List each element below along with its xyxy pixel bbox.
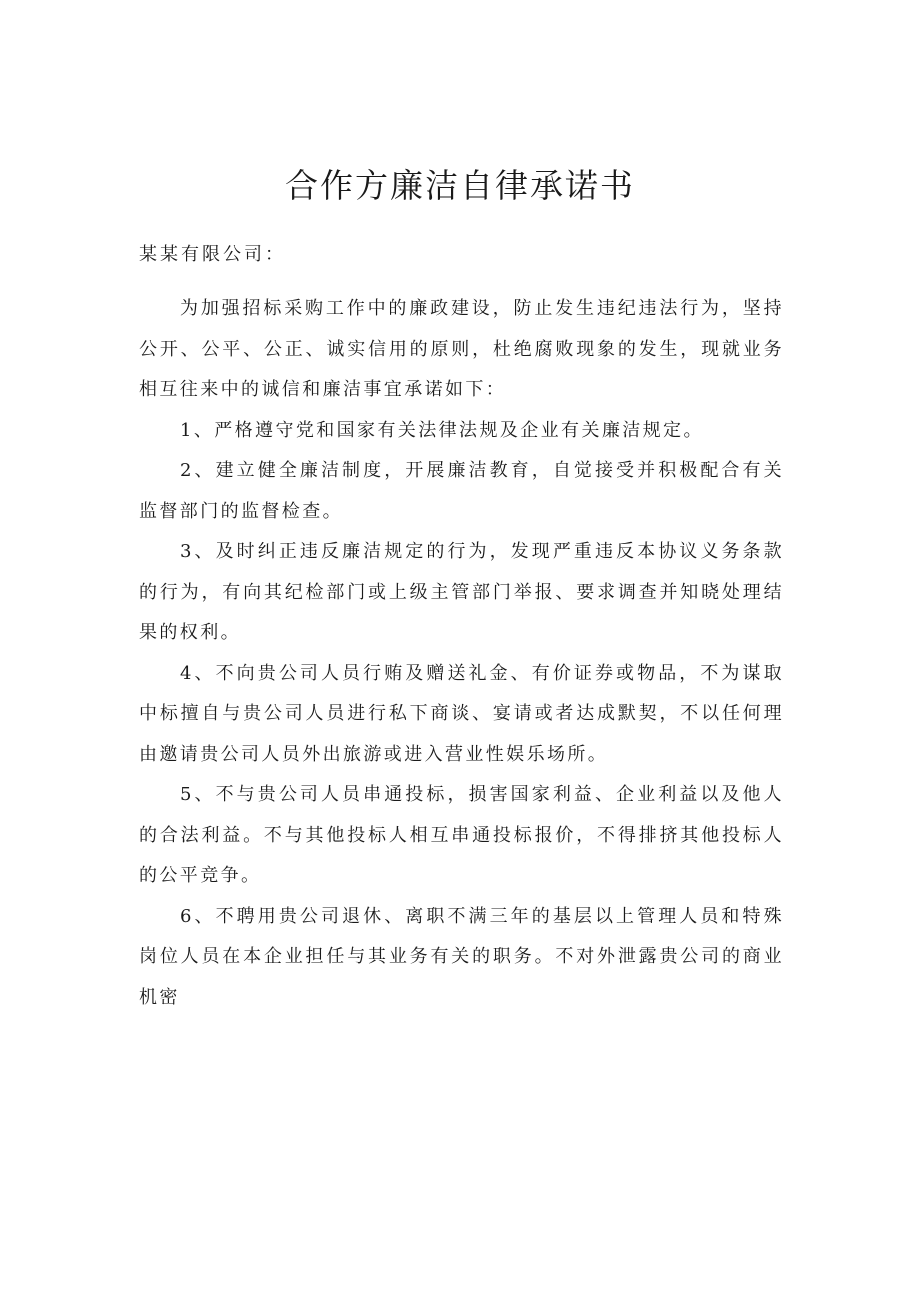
document-title: 合作方廉洁自律承诺书 [285, 166, 635, 206]
paragraph-item-3: 3、及时纠正违反廉洁规定的行为，发现严重违反本协议义务条款的行为，有向其纪检部门或上级主管部门举报、要求调查并知晓处理结果的权利。 [139, 541, 784, 643]
salutation: 某某有限公司： [139, 244, 286, 265]
paragraph-item-2: 2、建立健全廉洁制度，开展廉洁教育，自觉接受并积极配合有关监督部门的监督检查。 [139, 460, 784, 522]
paragraph-item-1: 1、严格遵守党和国家有关法律法规及企业有关廉洁规定。 [180, 419, 704, 441]
paragraph-item-4: 4、不向贵公司人员行贿及赠送礼金、有价证券或物品，不为谋取中标擅自与贵公司人员进行私下商谈、宴请或者达成默契，不以任何理由邀请贵公司人员外出旅游或进入营业性娱乐场所。 [139, 662, 784, 765]
document-body [139, 289, 784, 1018]
paragraph-item-6: 6、不聘用贵公司退休、离职不满三年的基层以上管理人员和特殊岗位人员在本企业担任与其业务有关的职务。不对外泄露贵公司的商业机密 [139, 905, 784, 1008]
paragraph-intro: 为加强招标采购工作中的廉政建设，防止发生违纪违法行为，坚持公开、公平、公正、诚实信用的原则，杜绝腐败现象的发生，现就业务相互往来中的诚信和廉洁事宜承诺如下： [139, 298, 784, 400]
paragraph-item-5: 5、不与贵公司人员串通投标，损害国家利益、企业利益以及他人的合法利益。不与其他投标人相互串通投标报价，不得排挤其他投标人的公平竞争。 [139, 784, 784, 886]
